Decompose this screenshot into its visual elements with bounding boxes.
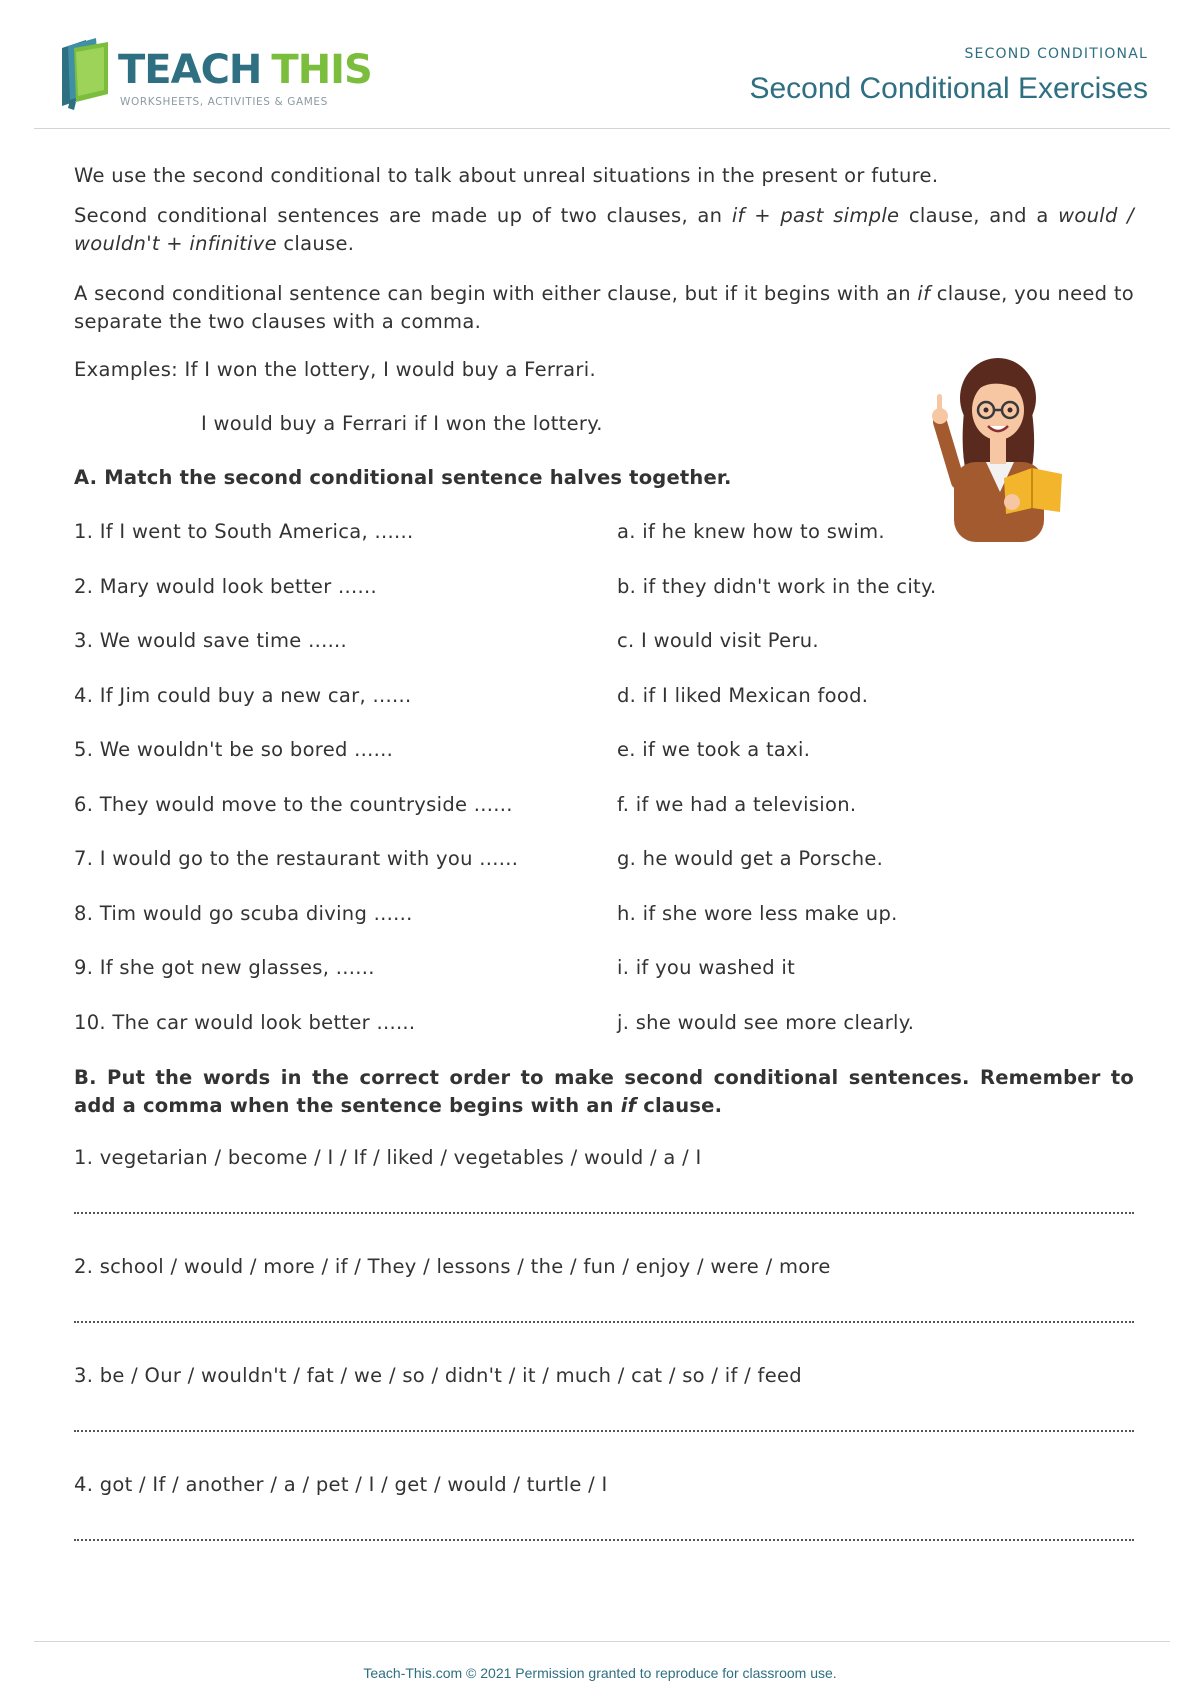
intro-paragraph-1: We use the second conditional to talk about unreal situations in the present or future. xyxy=(74,164,939,187)
match-right-c: c. I would visit Peru. xyxy=(617,629,819,652)
logo-word-teach: TEACH xyxy=(118,47,262,93)
p3-text-a: A second conditional sentence can begin with either clause, but if it begins with an xyxy=(74,282,918,305)
match-left-1: 1. If I went to South America, ...... xyxy=(74,520,414,543)
p2-italic-d: would / wouldn't + infinitive xyxy=(74,204,1134,255)
match-right-j: j. she would see more clearly. xyxy=(617,1011,915,1034)
match-right-a: a. if he knew how to swim. xyxy=(617,520,885,543)
footer-copyright: Teach-This.com © 2021 Permission granted to reproduce for classroom use. xyxy=(363,1665,837,1681)
section-b-heading-2a: to add a comma when the sentence begins with an xyxy=(74,1066,1134,1117)
match-left-5: 5. We wouldn't be so bored ...... xyxy=(74,738,394,761)
footer-divider xyxy=(34,1641,1170,1642)
match-right-g: g. he would get a Porsche. xyxy=(617,847,884,870)
match-left-2: 2. Mary would look better ...... xyxy=(74,575,378,598)
p3-italic-b: if xyxy=(917,282,931,305)
intro-paragraph-3 xyxy=(74,280,1134,336)
reorder-item-1: 1. vegetarian / become / I / If / liked / vegetables / would / a / I xyxy=(74,1146,702,1169)
example-2: I would buy a Ferrari if I won the lottery. xyxy=(201,412,603,435)
book-logo-icon xyxy=(56,38,116,110)
answer-line-2[interactable] xyxy=(74,1311,1134,1323)
match-left-9: 9. If she got new glasses, ...... xyxy=(74,956,375,979)
examples-label: Examples: xyxy=(74,358,179,381)
p3-text-c: clause, you need to separate the two clauses with a comma. xyxy=(74,282,1135,333)
teacher-illustration xyxy=(928,352,1068,542)
match-right-e: e. if we took a taxi. xyxy=(617,738,811,761)
intro-paragraph-2 xyxy=(74,202,1134,258)
page-header xyxy=(0,0,1200,130)
section-b-heading xyxy=(74,1064,1134,1120)
p2-italic-b: if + past simple xyxy=(731,204,900,227)
match-right-f: f. if we had a television. xyxy=(617,793,857,816)
match-left-8: 8. Tim would go scuba diving ...... xyxy=(74,902,413,925)
section-a-heading: A. Match the second conditional sentence halves together. xyxy=(74,466,732,489)
match-right-i: i. if you washed it xyxy=(617,956,796,979)
reorder-item-2: 2. school / would / more / if / They / lessons / the / fun / enjoy / were / more xyxy=(74,1255,831,1278)
match-right-h: h. if she wore less make up. xyxy=(617,902,898,925)
example-1: If I won the lottery, I would buy a Ferrari. xyxy=(184,358,596,381)
p2-text-a: Second conditional sentences are made up of two clauses, an xyxy=(74,204,732,227)
section-b-heading-line-1: B. Put the words in the correct order to make second conditional sentences. Remember xyxy=(74,1066,1101,1089)
examples-line-1 xyxy=(74,358,596,381)
match-left-10: 10. The car would look better ...... xyxy=(74,1011,416,1034)
header-divider xyxy=(34,128,1170,129)
match-left-7: 7. I would go to the restaurant with you ...... xyxy=(74,847,519,870)
match-left-3: 3. We would save time ...... xyxy=(74,629,348,652)
reorder-item-3: 3. be / Our / wouldn't / fat / we / so / didn't / it / much / cat / so / if / feed xyxy=(74,1364,802,1387)
reorder-item-4: 4. got / If / another / a / pet / I / get / would / turtle / I xyxy=(74,1473,608,1496)
answer-line-3[interactable] xyxy=(74,1420,1134,1432)
answer-line-4[interactable] xyxy=(74,1529,1134,1541)
match-right-b: b. if they didn't work in the city. xyxy=(617,575,937,598)
match-left-6: 6. They would move to the countryside ...... xyxy=(74,793,513,816)
match-left-4: 4. If Jim could buy a new car, ...... xyxy=(74,684,412,707)
page-title: Second Conditional Exercises xyxy=(749,72,1148,105)
section-b-heading-2c: clause. xyxy=(636,1094,723,1117)
p2-text-c: clause, and a xyxy=(899,204,1059,227)
section-b-heading-2b: if xyxy=(620,1094,637,1117)
logo-word-this: THIS xyxy=(271,47,372,93)
p2-text-e: clause. xyxy=(276,232,355,255)
topic-label: SECOND CONDITIONAL xyxy=(964,46,1148,62)
logo-wordmark xyxy=(118,46,372,94)
answer-line-1[interactable] xyxy=(74,1202,1134,1214)
logo-tagline: WORKSHEETS, ACTIVITIES & GAMES xyxy=(120,96,328,108)
teach-this-logo[interactable] xyxy=(56,38,372,118)
match-right-d: d. if I liked Mexican food. xyxy=(617,684,869,707)
